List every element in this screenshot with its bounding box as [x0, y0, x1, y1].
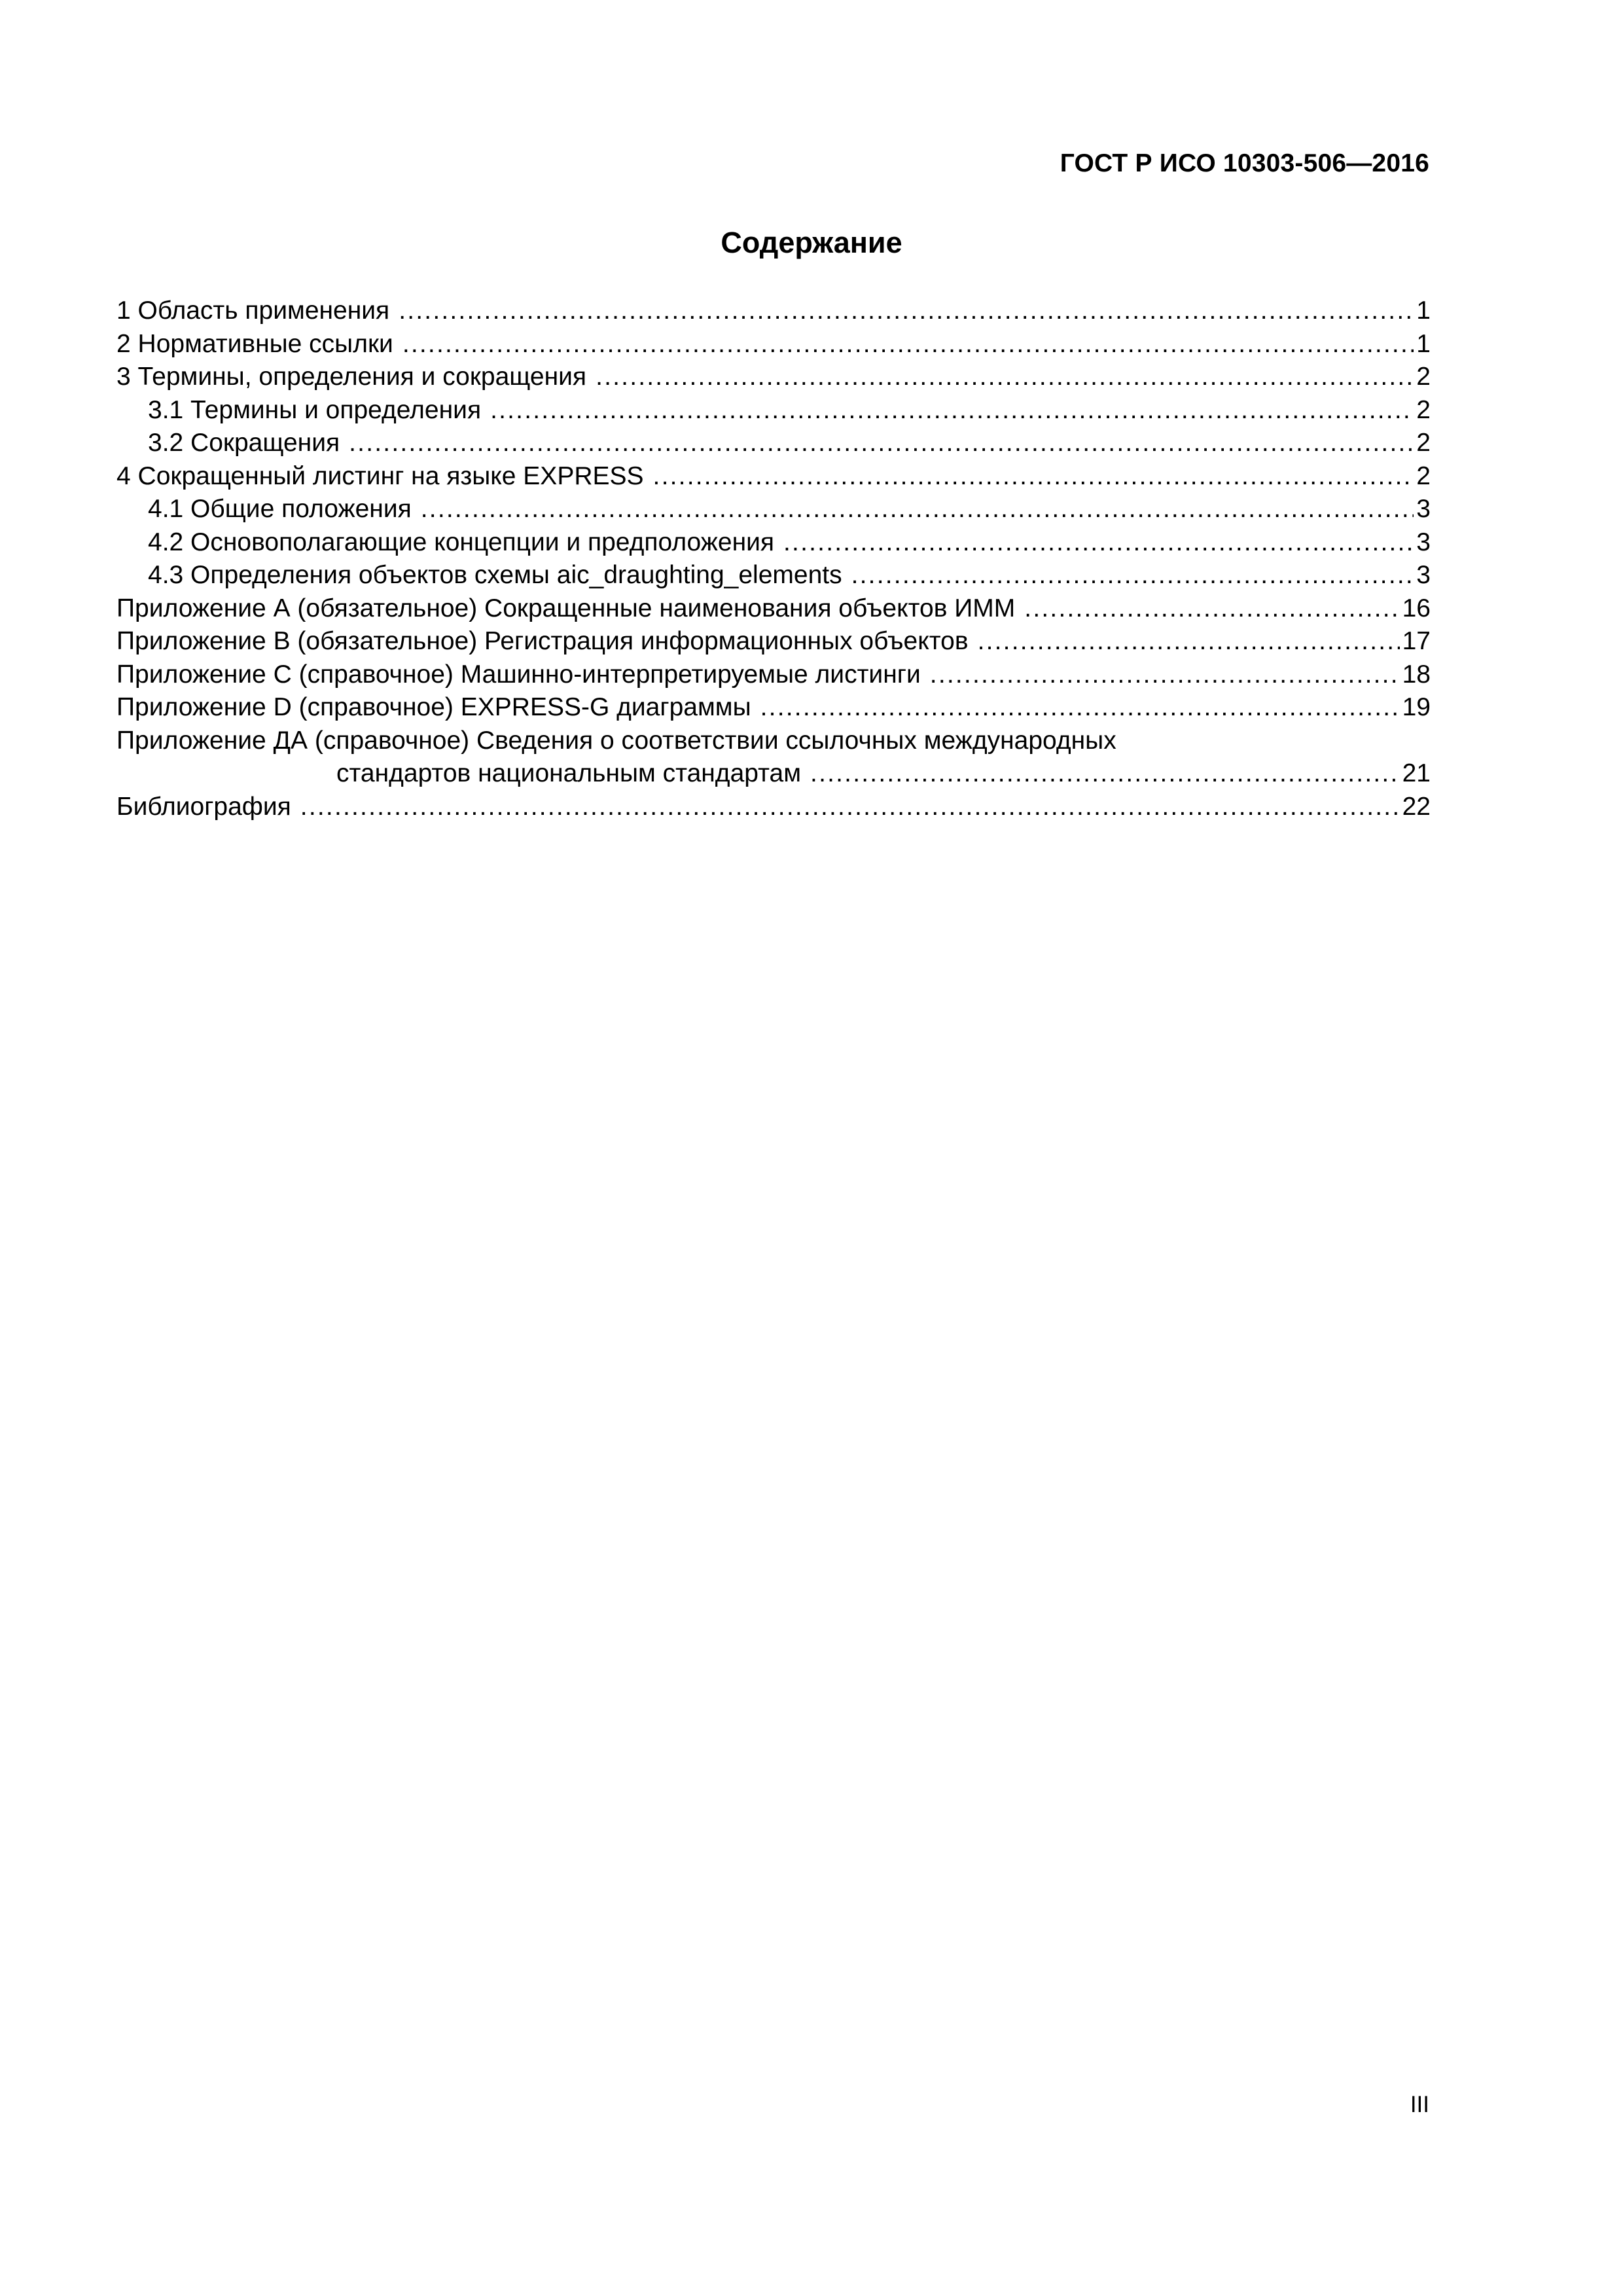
toc-entry-page: 3: [1416, 528, 1431, 556]
toc-entry-page: 2: [1416, 363, 1431, 391]
toc-entry-page: 19: [1402, 693, 1431, 721]
toc-entry-3[interactable]: [116, 361, 1431, 394]
toc-leader-dots: [300, 791, 1400, 824]
toc-entry-text: Приложение D (справочное) EXPRESS-G диаграммы: [116, 693, 751, 721]
toc-leader-dots: [349, 427, 1414, 460]
toc-leader-dots: [1024, 592, 1399, 626]
toc-entry-appendix-b[interactable]: [116, 625, 1431, 658]
toc-entry-1[interactable]: [116, 295, 1431, 328]
toc-entry-text: 3.2 Сокращения: [148, 429, 340, 457]
toc-leader-dots: [421, 493, 1414, 526]
toc-entry-page: 3: [1416, 561, 1431, 589]
toc-entry-text-continued: стандартов национальным стандартам: [336, 759, 802, 787]
toc-entry-text: Приложение ДА (справочное) Сведения о соответствии ссылочных международных: [116, 726, 1116, 755]
toc-entry-text: 3.1 Термины и определения: [148, 395, 482, 424]
toc-entry-text: 2 Нормативные ссылки: [116, 329, 393, 358]
toc-entry-text: Приложение А (обязательное) Сокращенные наименования объектов ИММ: [116, 594, 1016, 622]
toc-entry-4-1[interactable]: [116, 493, 1431, 526]
toc-entry-page: 1: [1416, 329, 1431, 358]
toc-entry-text: 3 Термины, определения и сокращения: [116, 363, 587, 391]
toc-entry-text: Приложение В (обязательное) Регистрация информационных объектов: [116, 627, 969, 655]
toc-leader-dots: [399, 295, 1414, 328]
toc-entry-text: Библиография: [116, 792, 291, 821]
toc-entry-page: 16: [1402, 594, 1431, 622]
toc-leader-dots: [596, 361, 1414, 394]
toc-entry-4-2[interactable]: [116, 526, 1431, 560]
toc-entry-appendix-da-continued[interactable]: [116, 757, 1431, 791]
toc-entry-page: 2: [1416, 461, 1431, 490]
toc-entry-page: 2: [1416, 429, 1431, 457]
toc-entry-text: Приложение С (справочное) Машинно-интерпретируемые листинги: [116, 660, 921, 689]
toc-entry-appendix-c[interactable]: [116, 658, 1431, 692]
toc-entry-page: 22: [1402, 792, 1431, 821]
toc-entry-3-1[interactable]: [116, 394, 1431, 427]
toc-leader-dots: [930, 658, 1400, 692]
document-code-header: ГОСТ Р ИСО 10303-506—2016: [1060, 149, 1429, 177]
toc-entry-text: 4.1 Общие положения: [148, 495, 412, 523]
toc-entry-4[interactable]: [116, 460, 1431, 493]
toc-entry-appendix-a[interactable]: [116, 592, 1431, 626]
toc-leader-dots: [760, 691, 1400, 725]
toc-leader-dots: [978, 625, 1400, 658]
toc-entry-page: 21: [1402, 759, 1431, 787]
toc-entry-page: 2: [1416, 395, 1431, 424]
toc-entry-appendix-da[interactable]: [116, 725, 1431, 758]
toc-entry-text: 4.2 Основополагающие концепции и предположения: [148, 528, 775, 556]
toc-entry-text: 4 Сокращенный листинг на языке EXPRESS: [116, 461, 644, 490]
toc-entry-page: 18: [1402, 660, 1431, 689]
toc-leader-dots: [402, 328, 1414, 361]
toc-entry-bibliography[interactable]: [116, 791, 1431, 824]
toc-entry-text: 1 Область применения: [116, 296, 390, 325]
toc-entry-appendix-d[interactable]: [116, 691, 1431, 725]
toc-entry-3-2[interactable]: [116, 427, 1431, 460]
toc-title: Содержание: [721, 226, 902, 259]
toc-entry-text: 4.3 Определения объектов схемы aic_draughting_elements: [148, 561, 842, 589]
toc-entry-2[interactable]: [116, 328, 1431, 361]
toc-entry-page: 17: [1402, 627, 1431, 655]
toc-leader-dots: [490, 394, 1414, 427]
page-number: III: [1410, 2092, 1429, 2117]
toc-leader-dots: [783, 526, 1414, 560]
toc-entry-page: 3: [1416, 495, 1431, 523]
toc-entry-page: 1: [1416, 296, 1431, 325]
table-of-contents: [116, 295, 1431, 823]
toc-leader-dots: [851, 559, 1414, 592]
toc-leader-dots: [653, 460, 1414, 493]
toc-leader-dots: [810, 757, 1400, 791]
toc-entry-4-3[interactable]: [116, 559, 1431, 592]
